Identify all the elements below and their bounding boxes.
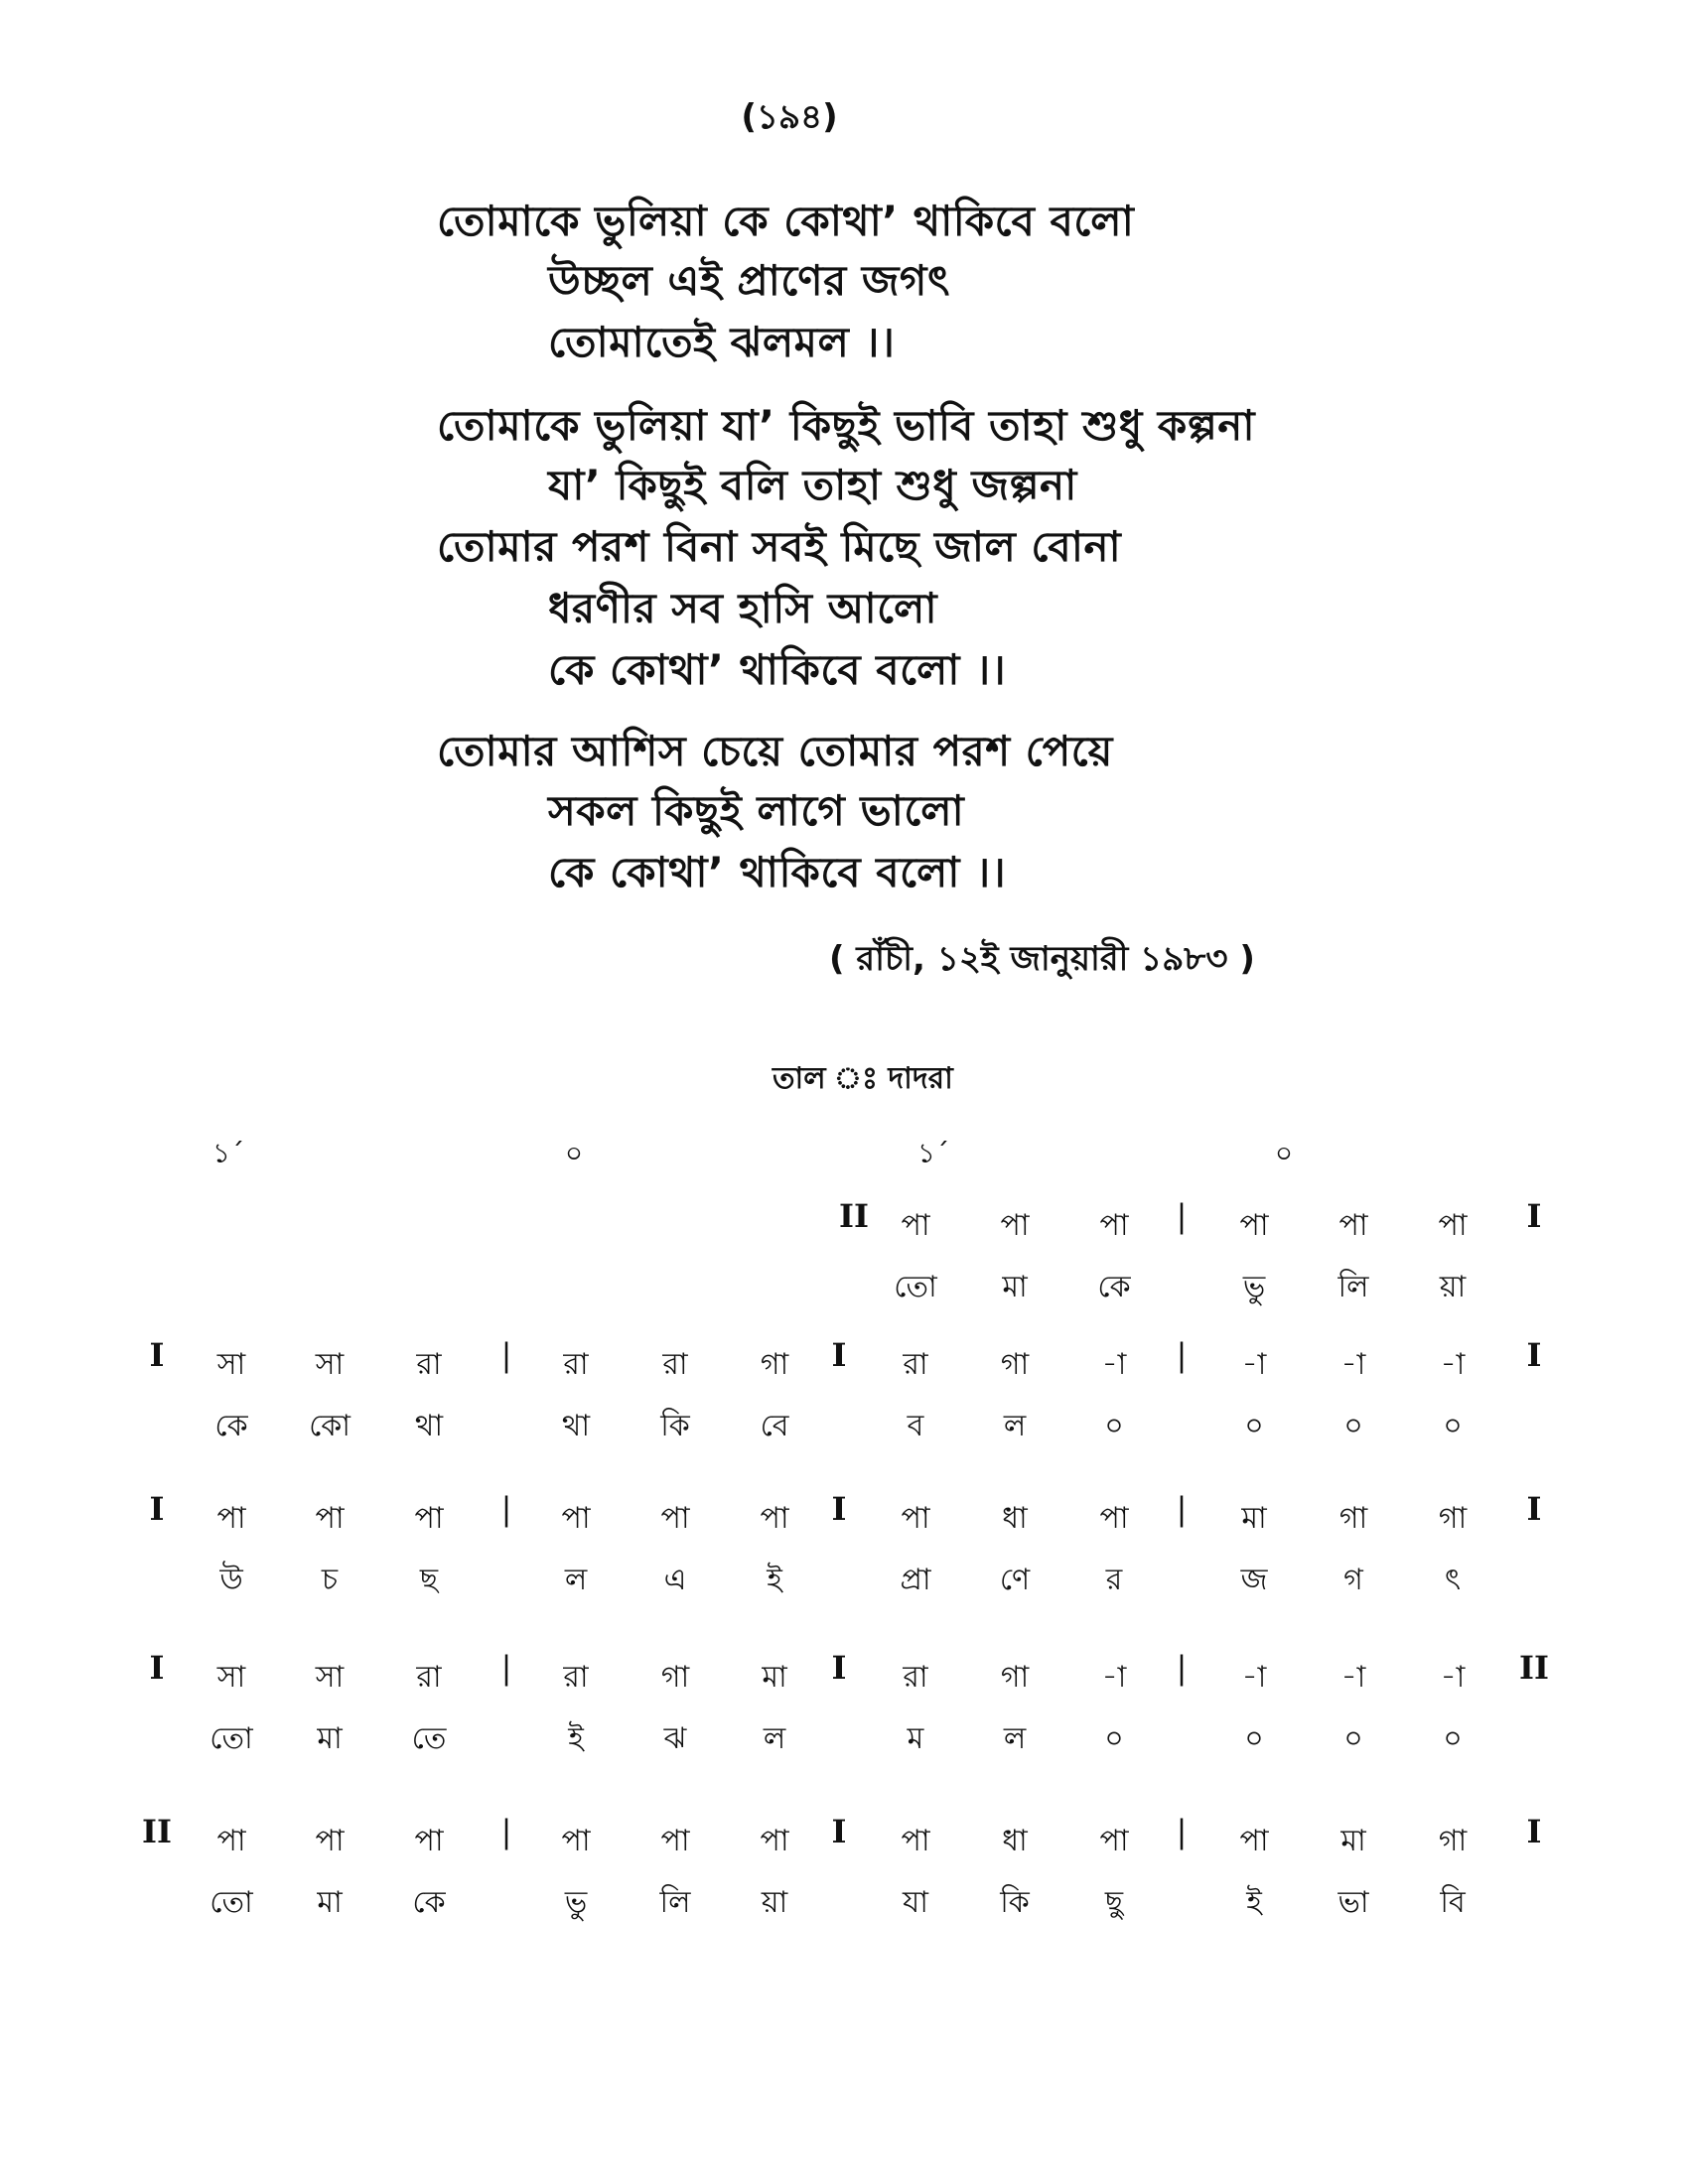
barline-end: II bbox=[1519, 1649, 1549, 1687]
page-number: (১৯৪) bbox=[741, 97, 838, 137]
swara-note: পা bbox=[901, 1208, 930, 1243]
beat-mark: ১´ bbox=[211, 1137, 245, 1169]
swara-note: -া bbox=[1340, 1347, 1366, 1382]
swara-note: গা bbox=[1000, 1347, 1030, 1382]
lyric-line: কে কোথা’ থাকিবে বলো ।। bbox=[548, 645, 1007, 694]
barline-start: II bbox=[142, 1813, 172, 1850]
swara-note: রা bbox=[563, 1660, 589, 1695]
swara-note: পা bbox=[414, 1501, 444, 1536]
barline-divider: | bbox=[500, 1490, 512, 1528]
lyric-syllable: মা bbox=[317, 1885, 343, 1920]
swara-note: রা bbox=[416, 1347, 442, 1382]
lyric-syllable: ছু bbox=[1104, 1885, 1124, 1920]
barline-end: I bbox=[1526, 1490, 1542, 1528]
lyric-syllable: ব bbox=[907, 1409, 924, 1443]
swara-note: পা bbox=[315, 1824, 345, 1858]
barline-divider: I bbox=[831, 1649, 847, 1687]
lyric-line: ধরণীর সব হাসি আলো bbox=[548, 584, 937, 632]
barline-divider: | bbox=[500, 1813, 512, 1850]
barline-divider: | bbox=[500, 1649, 512, 1687]
lyric-syllable: য়া bbox=[761, 1885, 788, 1920]
swara-note: পা bbox=[901, 1824, 930, 1858]
swara-note: গা bbox=[760, 1347, 789, 1382]
lyric-syllable: এ bbox=[663, 1563, 687, 1597]
lyric-syllable: প্রা bbox=[900, 1563, 931, 1597]
lyric-syllable: ল bbox=[1003, 1721, 1027, 1756]
swara-note: গা bbox=[660, 1660, 690, 1695]
lyric-syllable: ০ bbox=[1104, 1409, 1124, 1443]
lyric-syllable: ল bbox=[763, 1721, 786, 1756]
swara-note: পা bbox=[901, 1501, 930, 1536]
lyric-syllable: উ bbox=[219, 1563, 243, 1597]
barline-divider: I bbox=[831, 1813, 847, 1850]
swara-note: পা bbox=[414, 1824, 444, 1858]
lyric-syllable: কে bbox=[214, 1409, 248, 1443]
date-place-footer: ( রাঁচী, ১২ই জানুয়ারী ১৯৮৩ ) bbox=[829, 939, 1255, 979]
swara-note: পা bbox=[561, 1501, 591, 1536]
lyric-syllable: চ bbox=[321, 1563, 339, 1597]
lyric-syllable: কো bbox=[309, 1409, 351, 1443]
lyric-syllable: লি bbox=[659, 1885, 691, 1920]
swara-note: পা bbox=[1438, 1208, 1468, 1243]
beat-mark: ১´ bbox=[916, 1137, 950, 1169]
lyric-syllable: তো bbox=[894, 1270, 937, 1304]
lyric-syllable: ৎ bbox=[1444, 1563, 1462, 1597]
lyric-syllable: তে bbox=[411, 1721, 447, 1756]
barline-end: I bbox=[1526, 1336, 1542, 1374]
lyric-syllable: থা bbox=[414, 1409, 444, 1443]
lyric-syllable: ০ bbox=[1343, 1721, 1363, 1756]
swara-note: পা bbox=[1239, 1208, 1269, 1243]
swara-note: -া bbox=[1440, 1347, 1466, 1382]
lyric-syllable: ভু bbox=[564, 1885, 588, 1920]
swara-note: পা bbox=[1099, 1208, 1129, 1243]
swara-note: গা bbox=[1000, 1660, 1030, 1695]
barline-start: I bbox=[149, 1336, 165, 1374]
swara-note: পা bbox=[1000, 1208, 1030, 1243]
lyric-line: তোমাকে ভুলিয়া কে কোথা’ থাকিবে বলো bbox=[437, 197, 1135, 245]
lyric-syllable: ছ bbox=[419, 1563, 439, 1597]
lyric-syllable: ই bbox=[767, 1563, 782, 1597]
lyric-syllable: ঝ bbox=[663, 1721, 687, 1756]
lyric-syllable: তো bbox=[210, 1721, 253, 1756]
lyric-syllable: ই bbox=[568, 1721, 584, 1756]
lyric-syllable: কি bbox=[660, 1409, 690, 1443]
swara-note: মা bbox=[762, 1660, 787, 1695]
swara-note: রা bbox=[563, 1347, 589, 1382]
barline-divider: | bbox=[1176, 1490, 1188, 1528]
lyric-syllable: বি bbox=[1440, 1885, 1466, 1920]
tala-heading: তাল ঃ দাদরা bbox=[773, 1061, 953, 1096]
swara-note: -া bbox=[1440, 1660, 1466, 1695]
swara-note: পা bbox=[1099, 1501, 1129, 1536]
swara-note: গা bbox=[1338, 1501, 1368, 1536]
swara-note: পা bbox=[1239, 1824, 1269, 1858]
lyric-syllable: ০ bbox=[1343, 1409, 1363, 1443]
barline-start: II bbox=[839, 1197, 869, 1235]
lyric-syllable: ০ bbox=[1104, 1721, 1124, 1756]
lyric-syllable: ম bbox=[907, 1721, 924, 1756]
barline-start: I bbox=[149, 1490, 165, 1528]
lyric-syllable: ০ bbox=[1244, 1409, 1264, 1443]
swara-note: পা bbox=[760, 1824, 789, 1858]
swara-note: পা bbox=[561, 1824, 591, 1858]
lyric-syllable: কে bbox=[412, 1885, 446, 1920]
lyric-syllable: বে bbox=[760, 1409, 789, 1443]
swara-note: ধা bbox=[1002, 1501, 1028, 1536]
swara-note: -া bbox=[1241, 1660, 1267, 1695]
swara-note: পা bbox=[216, 1501, 246, 1536]
barline-end: I bbox=[1526, 1197, 1542, 1235]
swara-note: পা bbox=[660, 1824, 690, 1858]
swara-note: -া bbox=[1340, 1660, 1366, 1695]
lyric-syllable: গ bbox=[1343, 1563, 1363, 1597]
swara-note: রা bbox=[903, 1660, 928, 1695]
lyric-line: কে কোথা’ থাকিবে বলো ।। bbox=[548, 848, 1007, 896]
beat-mark: ০ bbox=[1274, 1137, 1294, 1169]
lyric-syllable: যা bbox=[903, 1885, 928, 1920]
swara-note: সা bbox=[216, 1347, 246, 1382]
lyric-syllable: য়া bbox=[1439, 1270, 1467, 1304]
lyric-syllable: ০ bbox=[1244, 1721, 1264, 1756]
lyric-line: সকল কিছুই লাগে ভালো bbox=[548, 786, 965, 835]
lyric-line: যা’ কিছুই বলি তাহা শুধু জল্পনা bbox=[548, 461, 1077, 509]
lyric-syllable: ই bbox=[1246, 1885, 1262, 1920]
lyric-line: তোমার আশিস চেয়ে তোমার পরশ পেয়ে bbox=[437, 727, 1113, 775]
lyric-syllable: ল bbox=[564, 1563, 588, 1597]
swara-note: -া bbox=[1101, 1660, 1127, 1695]
barline-divider: | bbox=[1176, 1649, 1188, 1687]
swara-note: রা bbox=[662, 1347, 688, 1382]
swara-note: মা bbox=[1340, 1824, 1366, 1858]
swara-note: গা bbox=[1438, 1501, 1468, 1536]
swara-note: পা bbox=[660, 1501, 690, 1536]
swara-note: -া bbox=[1241, 1347, 1267, 1382]
swara-note: -া bbox=[1101, 1347, 1127, 1382]
swara-note: সা bbox=[315, 1347, 345, 1382]
barline-start: I bbox=[149, 1649, 165, 1687]
swara-note: সা bbox=[315, 1660, 345, 1695]
lyric-line: তোমার পরশ বিনা সবই মিছে জাল বোনা bbox=[437, 522, 1122, 571]
beat-mark: ০ bbox=[564, 1137, 584, 1169]
barline-divider: | bbox=[1176, 1813, 1188, 1850]
lyric-syllable: ০ bbox=[1443, 1721, 1463, 1756]
swara-note: পা bbox=[315, 1501, 345, 1536]
swara-note: পা bbox=[1338, 1208, 1368, 1243]
lyric-syllable: ০ bbox=[1443, 1409, 1463, 1443]
swara-note: পা bbox=[1099, 1824, 1129, 1858]
barline-divider: I bbox=[831, 1490, 847, 1528]
lyric-syllable: থা bbox=[561, 1409, 591, 1443]
lyric-syllable: লি bbox=[1337, 1270, 1369, 1304]
lyric-syllable: র bbox=[1105, 1563, 1123, 1597]
swara-note: পা bbox=[216, 1824, 246, 1858]
lyric-line: তোমাকে ভুলিয়া যা’ কিছুই ভাবি তাহা শুধু কল্পনা bbox=[437, 401, 1256, 450]
swara-note: সা bbox=[216, 1660, 246, 1695]
barline-divider: | bbox=[500, 1336, 512, 1374]
lyric-syllable: মা bbox=[1002, 1270, 1028, 1304]
barline-end: I bbox=[1526, 1813, 1542, 1850]
lyric-syllable: ণে bbox=[999, 1563, 1031, 1597]
lyric-syllable: জ bbox=[1240, 1563, 1268, 1597]
barline-divider: I bbox=[831, 1336, 847, 1374]
lyric-syllable: কে bbox=[1097, 1270, 1131, 1304]
swara-note: পা bbox=[760, 1501, 789, 1536]
swara-note: ধা bbox=[1002, 1824, 1028, 1858]
swara-note: রা bbox=[416, 1660, 442, 1695]
swara-note: গা bbox=[1438, 1824, 1468, 1858]
lyric-syllable: ভা bbox=[1337, 1885, 1369, 1920]
swara-note: মা bbox=[1241, 1501, 1267, 1536]
swara-note: রা bbox=[903, 1347, 928, 1382]
lyric-line: উচ্ছল এই প্রাণের জগৎ bbox=[548, 256, 950, 305]
lyric-syllable: তো bbox=[210, 1885, 253, 1920]
lyric-syllable: ল bbox=[1003, 1409, 1027, 1443]
lyric-line: তোমাতেই ঝলমল ।। bbox=[548, 318, 896, 366]
lyric-syllable: কি bbox=[1000, 1885, 1030, 1920]
barline-divider: | bbox=[1176, 1336, 1188, 1374]
lyric-syllable: মা bbox=[317, 1721, 343, 1756]
barline-divider: | bbox=[1176, 1197, 1188, 1235]
lyric-syllable: ভু bbox=[1242, 1270, 1266, 1304]
